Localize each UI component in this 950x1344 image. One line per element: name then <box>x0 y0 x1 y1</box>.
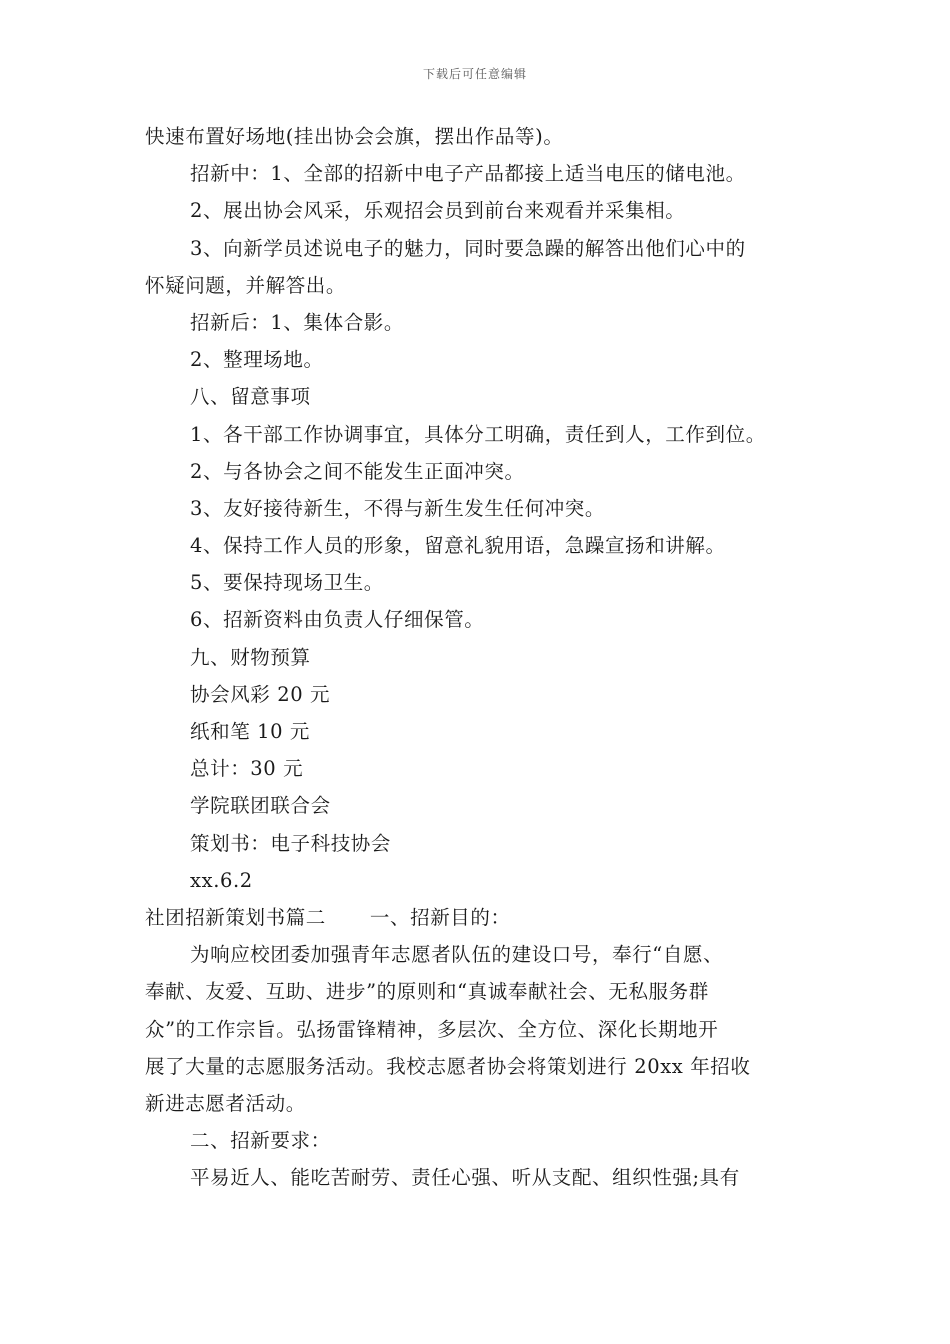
paragraph-line: 怀疑问题，并解答出。 <box>145 273 347 297</box>
paragraph-line: 众”的工作宗旨。弘扬雷锋精神，多层次、全方位、深化长期地开 <box>145 1017 719 1041</box>
budget-total: 总计：30 元 <box>190 757 304 781</box>
organization-name: 学院联团联合会 <box>190 794 331 818</box>
section-heading: 二、招新要求： <box>190 1129 331 1153</box>
paragraph-line: 2、整理场地。 <box>190 348 324 372</box>
paragraph-line: 为响应校团委加强青年志愿者队伍的建设口号，奉行“自愿、 <box>190 943 724 967</box>
paragraph-line: 招新中：1、全部的招新中电子产品都接上适当电压的储电池。 <box>190 162 746 186</box>
budget-item: 纸和笔 10 元 <box>190 720 311 743</box>
section-heading: 八、留意事项 <box>190 385 311 409</box>
paragraph-line <box>145 899 825 936</box>
document-date: xx.6.2 <box>190 868 253 892</box>
planner-name: 策划书：电子科技协会 <box>190 831 392 855</box>
paragraph-line: 平易近人、能吃苦耐劳、责任心强、听从支配、组织性强;具有 <box>190 1166 740 1190</box>
paragraph-line: 2、展出协会风采，乐观招会员到前台来观看并采集相。 <box>190 199 686 223</box>
paragraph-line: 奉献、友爱、互助、进步”的原则和“真诚奉献社会、无私服务群 <box>145 980 709 1004</box>
paragraph-line: 3、向新学员述说电子的魅力，同时要急躁的解答出他们心中的 <box>190 236 746 260</box>
list-item: 4、保持工作人员的形象，留意礼貌用语，急躁宣扬和讲解。 <box>190 534 726 558</box>
list-item: 3、友好接待新生，不得与新生发生任何冲突。 <box>190 496 606 520</box>
section-heading: 一、招新目的： <box>369 905 511 929</box>
list-item: 1、各干部工作协调事宜，具体分工明确，责任到人，工作到位。 <box>190 422 766 446</box>
budget-item: 协会风彩 20 元 <box>190 682 331 706</box>
list-item: 6、招新资料由负责人仔细保管。 <box>190 608 485 632</box>
section-heading: 九、财物预算 <box>190 645 311 669</box>
document-body <box>145 118 825 1196</box>
article-title: 社团招新策划书篇二 <box>145 905 326 929</box>
page-header: 下载后可任意编辑 <box>422 67 527 81</box>
list-item: 5、要保持现场卫生。 <box>190 571 384 595</box>
paragraph-line: 新进志愿者活动。 <box>145 1091 306 1115</box>
paragraph-line: 招新后：1、集体合影。 <box>190 310 405 334</box>
paragraph-line: 展了大量的志愿服务活动。我校志愿者协会将策划进行 20xx 年招收 <box>145 1054 751 1078</box>
list-item: 2、与各协会之间不能发生正面冲突。 <box>190 459 525 483</box>
paragraph-line: 快速布置好场地(挂出协会会旗，摆出作品等)。 <box>145 125 564 148</box>
